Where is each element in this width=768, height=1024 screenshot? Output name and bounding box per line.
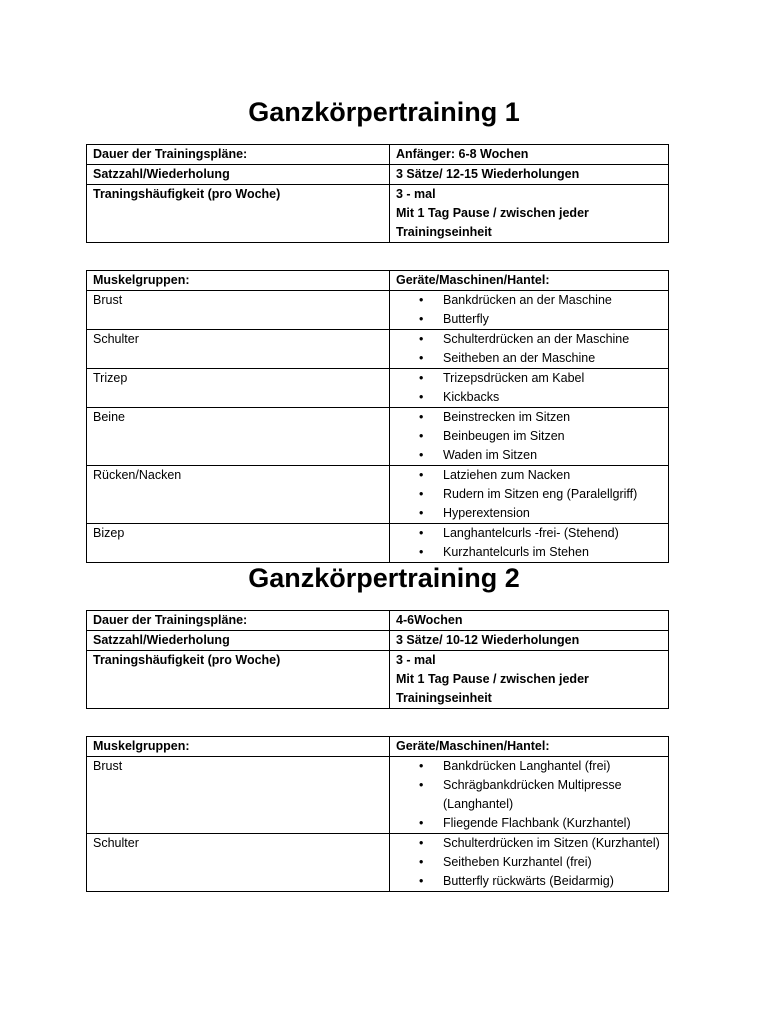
muscle-row <box>87 291 669 330</box>
info-value: 4-6Wochen <box>390 611 669 631</box>
muscle-row <box>87 757 669 834</box>
muscle-group-name: Beine <box>87 408 390 466</box>
exercise-item: • Beinstrecken im Sitzen <box>396 408 662 427</box>
exercise-item: • Langhantelcurls -frei- (Stehend) <box>396 524 662 543</box>
exercise-list-cell <box>390 330 669 369</box>
plan-1-title: Ganzkörpertraining 1 <box>248 97 520 127</box>
info-row-sets <box>87 631 669 651</box>
muscle-group-name: Trizep <box>87 369 390 408</box>
exercise-item: • Butterfly rückwärts (Beidarmig) <box>396 872 662 891</box>
exercise-item: • Seitheben an der Maschine <box>396 349 662 368</box>
info-value: 3 - mal Mit 1 Tag Pause / zwischen jeder Trainingseinheit <box>390 651 669 709</box>
exercise-item: • Kickbacks <box>396 388 662 407</box>
info-value: 3 - mal Mit 1 Tag Pause / zwischen jeder Trainingseinheit <box>390 185 669 243</box>
exercise-item: • Hyperextension <box>396 504 662 523</box>
plan-1-exercise-table <box>86 270 669 563</box>
exercise-item: • Seitheben Kurzhantel (frei) <box>396 853 662 872</box>
plan-2-info-table <box>86 610 669 709</box>
exercise-item: • Latziehen zum Nacken <box>396 466 662 485</box>
exercise-header-row <box>87 737 669 757</box>
muscle-group-name: Schulter <box>87 330 390 369</box>
exercise-header-row <box>87 271 669 291</box>
muscle-row <box>87 834 669 892</box>
exercise-item: • Waden im Sitzen <box>396 446 662 465</box>
info-row-frequency <box>87 651 669 709</box>
info-value: 3 Sätze/ 10-12 Wiederholungen <box>390 631 669 651</box>
info-label: Dauer der Trainingspläne: <box>87 611 390 631</box>
info-value: 3 Sätze/ 12-15 Wiederholungen <box>390 165 669 185</box>
info-row-frequency <box>87 185 669 243</box>
info-row-duration <box>87 611 669 631</box>
exercise-item: • Schulterdrücken im Sitzen (Kurzhantel) <box>396 834 662 853</box>
info-label: Dauer der Trainingspläne: <box>87 145 390 165</box>
exercise-item: • Beinbeugen im Sitzen <box>396 427 662 446</box>
muscle-group-name: Brust <box>87 291 390 330</box>
info-label: Traningshäufigkeit (pro Woche) <box>87 651 390 709</box>
info-value: Anfänger: 6-8 Wochen <box>390 145 669 165</box>
exercise-item: • Schulterdrücken an der Maschine <box>396 330 662 349</box>
exercise-list-cell <box>390 757 669 834</box>
header-equipment: Geräte/Maschinen/Hantel: <box>390 737 669 757</box>
muscle-row <box>87 330 669 369</box>
plan-1-info-table <box>86 144 669 243</box>
plan-2-title: Ganzkörpertraining 2 <box>248 563 520 593</box>
info-row-duration <box>87 145 669 165</box>
exercise-list-cell <box>390 369 669 408</box>
header-equipment: Geräte/Maschinen/Hantel: <box>390 271 669 291</box>
muscle-row <box>87 408 669 466</box>
exercise-list-cell <box>390 524 669 563</box>
info-label: Satzzahl/Wiederholung <box>87 631 390 651</box>
muscle-row <box>87 369 669 408</box>
exercise-item: • Fliegende Flachbank (Kurzhantel) <box>396 814 662 833</box>
exercise-item: • Kurzhantelcurls im Stehen <box>396 543 662 562</box>
exercise-item: • Rudern im Sitzen eng (Paralellgriff) <box>396 485 662 504</box>
muscle-group-name: Bizep <box>87 524 390 563</box>
exercise-item: • Butterfly <box>396 310 662 329</box>
exercise-list-cell <box>390 834 669 892</box>
exercise-item: • Trizepsdrücken am Kabel <box>396 369 662 388</box>
muscle-group-name: Rücken/Nacken <box>87 466 390 524</box>
muscle-row <box>87 466 669 524</box>
muscle-group-name: Schulter <box>87 834 390 892</box>
muscle-row <box>87 524 669 563</box>
exercise-item: • Schrägbankdrücken Multipresse (Langhantel) <box>396 776 662 814</box>
header-muscle-groups: Muskelgruppen: <box>87 737 390 757</box>
info-label: Traningshäufigkeit (pro Woche) <box>87 185 390 243</box>
info-label: Satzzahl/Wiederholung <box>87 165 390 185</box>
exercise-list-cell <box>390 291 669 330</box>
header-muscle-groups: Muskelgruppen: <box>87 271 390 291</box>
exercise-list-cell <box>390 408 669 466</box>
muscle-group-name: Brust <box>87 757 390 834</box>
exercise-item: • Bankdrücken Langhantel (frei) <box>396 757 662 776</box>
exercise-item: • Bankdrücken an der Maschine <box>396 291 662 310</box>
plan-2-exercise-table <box>86 736 669 892</box>
exercise-list-cell <box>390 466 669 524</box>
info-row-sets <box>87 165 669 185</box>
